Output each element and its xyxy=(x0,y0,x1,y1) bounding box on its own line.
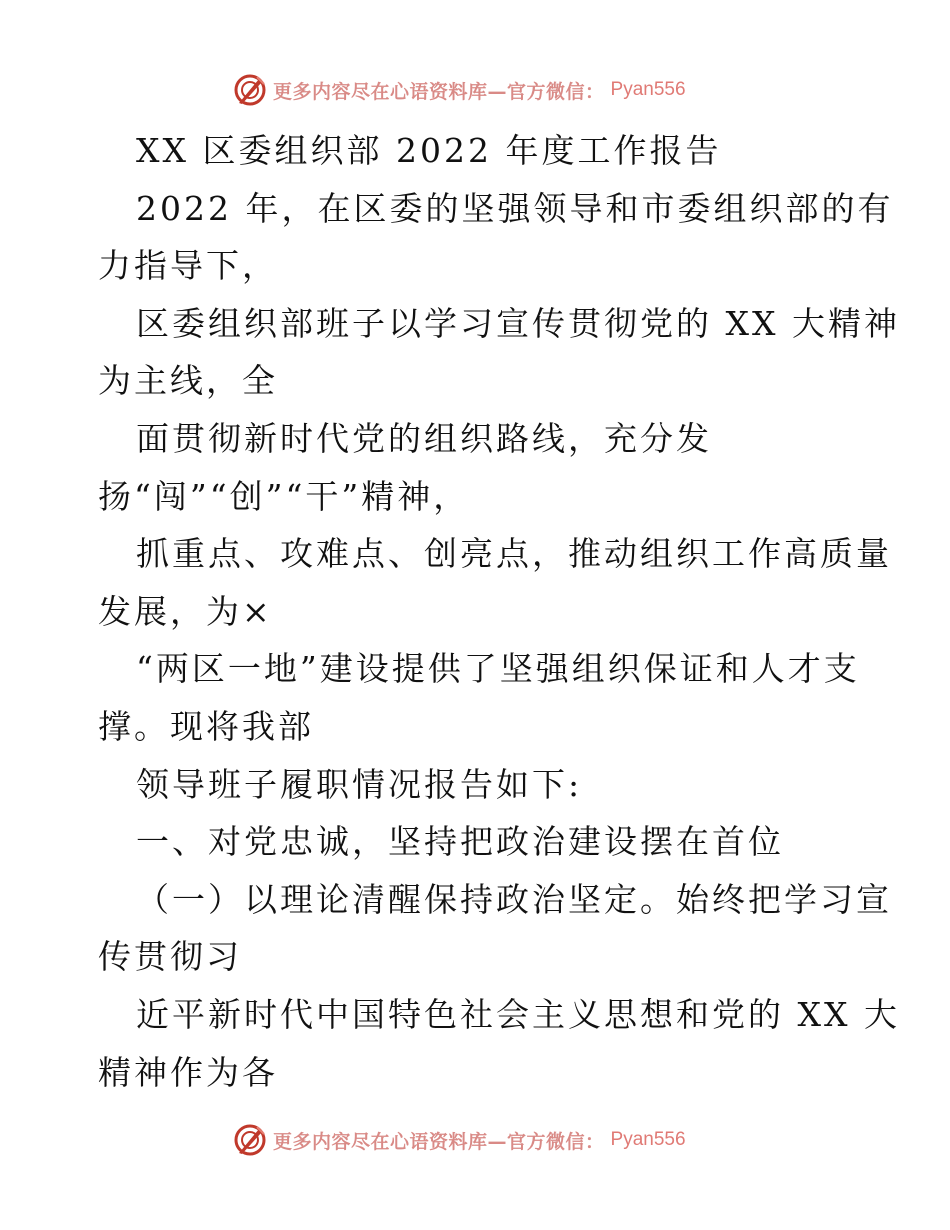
paragraph-line: 力指导下， xyxy=(98,246,278,286)
paragraph-line: 精神作为各 xyxy=(98,1052,278,1092)
quill-seal-icon xyxy=(233,1123,267,1157)
paragraph-line: 传贯彻习 xyxy=(98,937,242,977)
watermark-contact: Pyan556 xyxy=(610,79,686,100)
watermark-header xyxy=(233,73,686,107)
quill-seal-icon xyxy=(233,73,267,107)
paragraph-line: 2022 年，在区委的坚强领导和市委组织部的有 xyxy=(136,188,894,228)
paragraph-line: 发展，为× xyxy=(98,591,273,631)
watermark-text: 更多内容尽在心语资料库—官方微信： xyxy=(273,1130,605,1153)
paragraph-line: 近平新时代中国特色社会主义思想和党的 XX 大 xyxy=(136,994,900,1034)
paragraph-line: 区委组织部班子以学习宣传贯彻党的 XX 大精神 xyxy=(136,303,900,343)
document-title: XX 区委组织部 2022 年度工作报告 xyxy=(136,131,722,170)
subsection-line: （一）以理论清醒保持政治坚定。始终把学习宣 xyxy=(136,879,892,919)
watermark-footer xyxy=(233,1123,686,1157)
paragraph-line: “两区一地”建设提供了坚强组织保证和人才支 xyxy=(136,649,860,689)
watermark-text: 更多内容尽在心语资料库—官方微信： xyxy=(273,80,605,103)
paragraph-line: 为主线，全 xyxy=(98,361,278,401)
paragraph-line: 面贯彻新时代党的组织路线，充分发 xyxy=(136,418,712,458)
section-heading: 一、对党忠诚，坚持把政治建设摆在首位 xyxy=(136,822,784,862)
paragraph-line: 抓重点、攻难点、创亮点，推动组织工作高质量 xyxy=(136,534,892,574)
document-body xyxy=(98,122,900,1101)
paragraph-line: 撑。现将我部 xyxy=(98,706,314,746)
paragraph-line: 扬“闯”“创”“干”精神， xyxy=(98,476,470,516)
paragraph-line: 领导班子履职情况报告如下: xyxy=(136,764,583,804)
watermark-contact: Pyan556 xyxy=(610,1129,686,1150)
